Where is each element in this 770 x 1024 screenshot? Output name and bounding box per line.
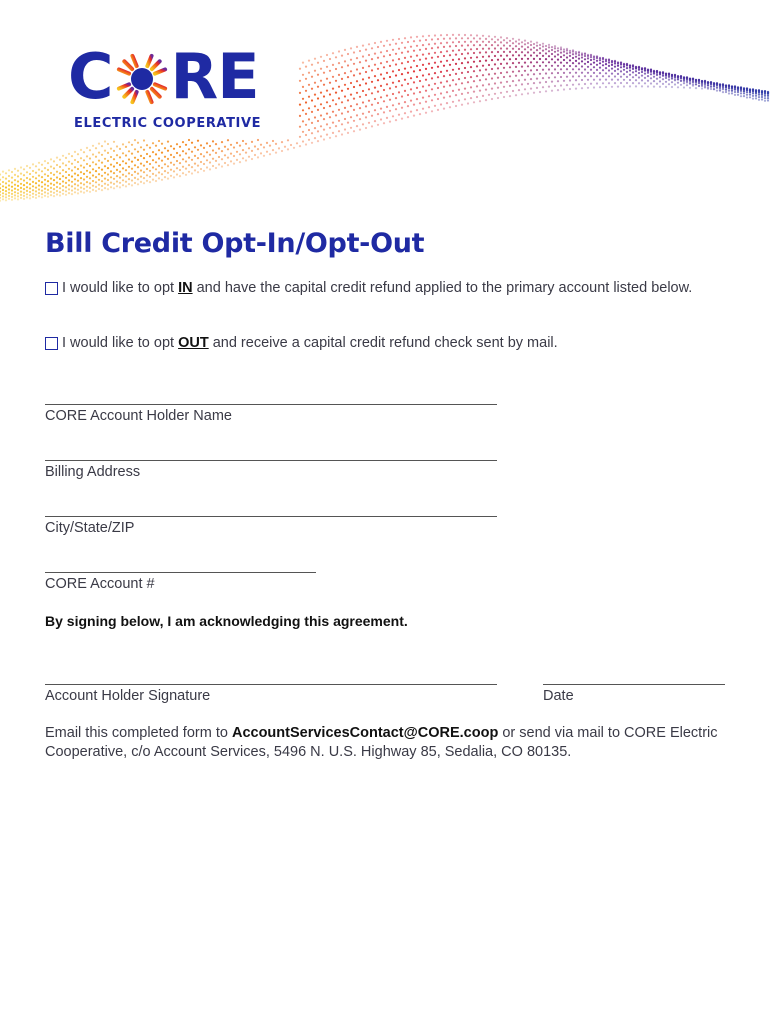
logo-letter-c: C [68, 40, 113, 113]
opt-in-checkbox[interactable] [45, 282, 58, 295]
logo-tagline: ELECTRIC COOPERATIVE [74, 116, 262, 131]
city-state-zip-field [45, 516, 497, 536]
account-holder-name-field [45, 404, 497, 424]
account-holder-name-label: CORE Account Holder Name [45, 408, 232, 424]
opt-out-option [45, 334, 725, 353]
opt-out-checkbox[interactable] [45, 337, 58, 350]
date-label: Date [543, 688, 574, 704]
acknowledgement-text: By signing below, I am acknowledging this agreement. [45, 613, 408, 629]
city-state-zip-label: City/State/ZIP [45, 520, 135, 536]
date-field [543, 684, 725, 704]
account-holder-name-line[interactable] [45, 404, 497, 405]
account-number-line[interactable] [45, 572, 316, 573]
account-number-label: CORE Account # [45, 576, 155, 592]
page-title: Bill Credit Opt-In/Opt-Out [45, 228, 425, 259]
opt-in-emphasis: IN [178, 280, 193, 296]
submission-instructions: Email this completed form to AccountServicesContact@CORE.coop or send via mail to CORE Electric Cooperative, c/o Account Services, 5496 N. U.S. Highway 85, Sedalia, CO 80135. [45, 725, 718, 760]
signature-label: Account Holder Signature [45, 688, 211, 704]
logo-letters-re: RE [170, 40, 259, 113]
billing-address-label: Billing Address [45, 464, 141, 480]
email-link[interactable]: AccountServicesContact@CORE.coop [231, 725, 499, 741]
account-number-field [45, 572, 316, 592]
core-logo [68, 40, 308, 136]
logo-wordmark [68, 40, 259, 113]
opt-out-emphasis: OUT [178, 335, 209, 351]
signature-line[interactable] [45, 684, 497, 685]
opt-in-label: I would like to opt IN and have the capital credit refund applied to the primary account listed below. [62, 280, 693, 296]
opt-out-label: I would like to opt OUT and receive a capital credit refund check sent by mail. [62, 335, 558, 351]
date-line[interactable] [543, 684, 725, 685]
sun-icon [115, 52, 169, 106]
billing-address-field [45, 460, 497, 480]
signature-field [45, 684, 497, 704]
city-state-zip-line[interactable] [45, 516, 497, 517]
billing-address-line[interactable] [45, 460, 497, 461]
opt-in-option [45, 279, 725, 298]
